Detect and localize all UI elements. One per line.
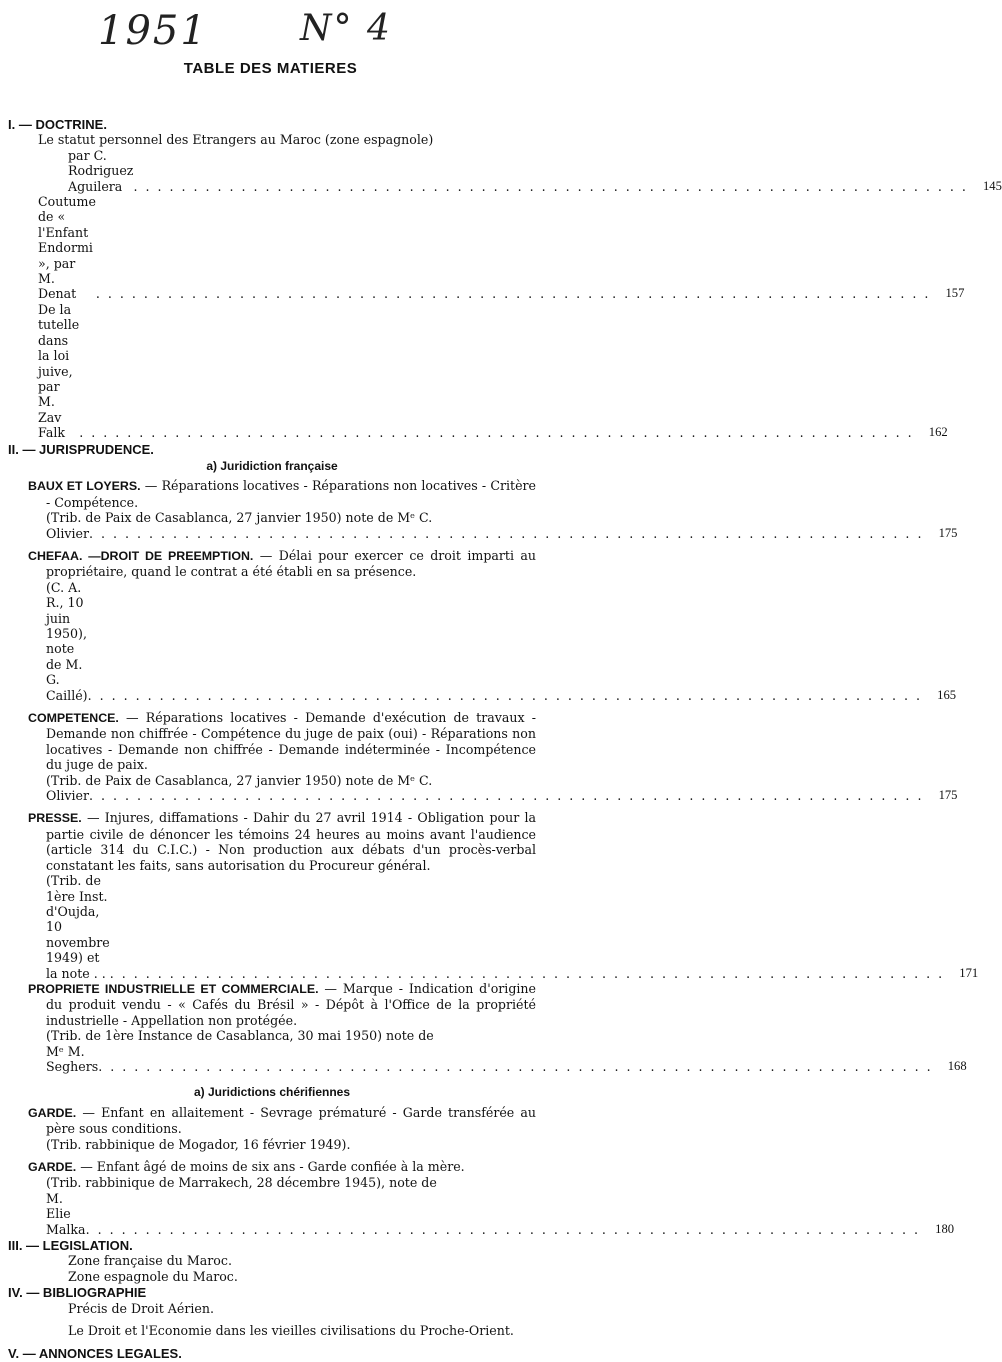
dot-leader: . . . . . . . . . . . . . . . . . . . . . . . . . . . . . . . . . . . . . . . . . . . . . . . . . . . . . . . . . . . . . . . . . . . . . . — [87, 687, 923, 703]
entry-keyword: BAUX ET LOYERS. — [28, 479, 141, 494]
toc-entry-zone-espagnole: Zone espagnole du Maroc. — [68, 1268, 238, 1284]
entry-keyword: GARDE. — [28, 1105, 77, 1120]
toc-entry-competence — [8, 710, 958, 804]
entry-keyword: CHEFAA. —DROIT DE PREEMPTION. — [28, 548, 254, 563]
dot-leader: . . . . . . . . . . . . . . . . . . . . . . . . . . . . . . . . . . . . . . . . . . . . . . . . . . . . . . . . . . . . . . . . . . . . . . — [89, 525, 924, 541]
table-of-contents — [8, 116, 1002, 1362]
entry-author: Olivier — [46, 525, 89, 541]
entry-body — [28, 710, 536, 773]
section-heading-legislation: III. — LEGISLATION. — [8, 1238, 133, 1254]
entry-row — [28, 525, 958, 541]
entry-text: — Enfant âgé de moins de six ans - Garde confiée à la mère. — [76, 1159, 465, 1174]
section-heading-annonces-legales: V. — ANNONCES LEGALES. — [8, 1346, 182, 1362]
toc-entry-garde-1 — [8, 1105, 536, 1152]
dot-leader: . . . . . . . . . . . . . . . . . . . . . . . . . . . . . . . . . . . . . . . . . . . . . . . . . . . . . . . . . . . . . . . . . . . . . . — [95, 286, 931, 302]
entry-reference: (Trib. rabbinique de Mogador, 16 février 1949). — [46, 1136, 351, 1152]
spacer — [8, 1316, 536, 1323]
dot-leader: . . . . . . . . . . . . . . . . . . . . . . . . . . . . . . . . . . . . . . . . . . . . . . . . . . . . . . . . . . . . . . . . . . . . . . — [79, 425, 914, 441]
entry-reference: (Trib. rabbinique de Marrakech, 28 décembre 1945), note de — [46, 1175, 437, 1191]
toc-entry-tutelle — [8, 301, 948, 441]
dot-leader: . . . . . . . . . . . . . . . . . . . . . . . . . . . . . . . . . . . . . . . . . . . . . . . . . . . . . . . . . . . . . . . . . . . . . . — [98, 1058, 933, 1074]
dot-leader: . . . . . . . . . . . . . . . . . . . . . . . . . . . . . . . . . . . . . . . . . . . . . . . . . . . . . . . . . . . . . . . . . . . . . . — [85, 1221, 921, 1237]
entry-reference: (Trib. de 1ère Inst. d'Oujda, 10 novembre 1949) et la note . . — [46, 873, 110, 981]
entry-text: — Réparations locatives - Réparations non locatives - Critère - Compétence. — [46, 478, 537, 510]
entry-row — [28, 1043, 967, 1075]
spacer — [8, 1152, 536, 1159]
entry-text: Le statut personnel des Etrangers au Maroc (zone espagnole) — [38, 132, 434, 148]
entry-reference: (Trib. de 1ère Instance de Casablanca, 30 mai 1950) note de — [46, 1028, 434, 1044]
entry-keyword: GARDE. — [28, 1160, 77, 1174]
page-number: 175 — [938, 788, 958, 803]
entry-keyword: COMPETENCE. — [28, 711, 119, 726]
entry-author: Mᵉ M. Seghers — [46, 1043, 99, 1074]
dot-leader: . . . . . . . . . . . . . . . . . . . . . . . . . . . . . . . . . . . . . . . . . . . . . . . . . . . . . . . . . . . . . . . . . . . . . . — [109, 965, 945, 981]
dot-leader: . . . . . . . . . . . . . . . . . . . . . . . . . . . . . . . . . . . . . . . . . . . . . . . . . . . . . . . . . . . . . . . . . . . . . . — [133, 178, 968, 194]
toc-entry-statut-personnel — [8, 132, 1002, 194]
dot-leader: . . . . . . . . . . . . . . . . . . . . . . . . . . . . . . . . . . . . . . . . . . . . . . . . . . . . . . . . . . . . . . . . . . . . . . — [89, 788, 924, 804]
page-title: TABLE DES MATIERES — [183, 60, 358, 77]
entry-text: — Enfant en allaitement - Sevrage prématuré - Garde transférée au père sous conditions. — [46, 1104, 536, 1137]
page-number: 168 — [947, 1058, 967, 1073]
page-number: 171 — [959, 965, 979, 980]
section-heading-bibliographie: IV. — BIBLIOGRAPHIE — [8, 1285, 147, 1301]
entry-text: — Injures, diffamations - Dahir du 27 avril 1914 - Obligation pour la partie civile de dénoncer les témoins 24 heures au moins avant l'audience (article 314 du C.I.C.) - Non production aux débats d'un procès-verbal constatant les faits, sans autorisation du Procureur général. — [46, 810, 536, 873]
page-number: 157 — [945, 286, 965, 301]
toc-entry-chefaa — [8, 547, 957, 703]
entry-text: — Délai pour exercer ce droit imparti au propriétaire, quand le contrat a été établi en sa présence. — [46, 547, 536, 580]
entry-text: Coutume de « l'Enfant Endormi », par M. Denat — [38, 194, 96, 302]
entry-row — [28, 1190, 955, 1237]
entry-body — [28, 478, 536, 510]
toc-entry-garde-2 — [8, 1159, 955, 1237]
page-number: 162 — [928, 425, 948, 440]
page-number: 145 — [983, 178, 1002, 193]
subsection-juridictions-cherifiennes: a) Juridictions chérifiennes — [193, 1085, 351, 1100]
entry-keyword: PRESSE. — [28, 811, 82, 826]
spacer — [8, 803, 536, 810]
toc-entry-propriete-industrielle — [8, 980, 967, 1074]
entry-reference: (Trib. de Paix de Casablanca, 27 janvier 1950) note de Mᵉ C. — [46, 510, 433, 526]
entry-author: M. Elie Malka — [46, 1190, 86, 1237]
entry-text: — Marque - Indication d'origine du produit vendu - « Cafés du Brésil » - Dépôt à l'Office de la propriété industrielle - Appellation non protégée. — [46, 980, 536, 1028]
entry-body — [28, 548, 536, 580]
toc-entry-zone-francaise: Zone française du Maroc. — [68, 1253, 232, 1269]
spacer — [8, 703, 536, 710]
section-heading-jurisprudence: II. — JURISPRUDENCE. — [8, 441, 154, 457]
entry-row — [28, 873, 979, 981]
entry-body — [28, 1105, 536, 1137]
entry-body — [28, 810, 536, 873]
entry-text: — Réparations locatives - Demande d'exécution de travaux - Demande non chiffrée - Compétence du juge de paix (oui) - Réparations non locatives - Demande non chiffrée - Demande indéterminée - Incompétence du juge de paix. — [46, 710, 536, 773]
subsection-juridiction-francaise: a) Juridiction française — [206, 458, 338, 473]
entry-reference: (C. A. R., 10 juin 1950), note de M. G. Caillé) — [46, 579, 88, 703]
spacer — [8, 541, 536, 548]
page-number: 165 — [937, 687, 957, 702]
toc-entry-baux-et-loyers — [8, 478, 958, 541]
entry-row — [28, 579, 957, 703]
toc-entry-presse — [8, 810, 979, 981]
toc-entry-droit-economie: Le Droit et l'Economie dans les vieilles civilisations du Proche-Orient. — [68, 1323, 514, 1339]
entry-body — [28, 981, 536, 1028]
entry-keyword: PROPRIETE INDUSTRIELLE ET COMMERCIALE. — [28, 981, 319, 996]
page-number: 180 — [935, 1221, 955, 1236]
toc-entry-droit-aerien: Précis de Droit Aérien. — [68, 1300, 214, 1316]
entry-author: par C. Rodriguez Aguilera — [68, 147, 134, 194]
page-number: 175 — [938, 525, 958, 540]
spacer — [8, 1338, 536, 1345]
entry-row — [28, 788, 958, 804]
entry-body — [28, 1159, 536, 1175]
section-heading-doctrine: I. — DOCTRINE. — [8, 117, 107, 132]
handwritten-year: 1951 — [98, 8, 208, 54]
toc-entry-enfant-endormi — [8, 194, 965, 302]
entry-reference: (Trib. de Paix de Casablanca, 27 janvier 1950) note de Mᵉ C. — [46, 772, 433, 788]
entry-row — [38, 147, 1002, 194]
entry-author: Olivier — [46, 788, 89, 804]
entry-text: De la tutelle dans la loi juive, par M. Zav Falk — [38, 301, 80, 441]
handwritten-issue-number: N° 4 — [300, 8, 392, 49]
spacer — [8, 1074, 536, 1083]
